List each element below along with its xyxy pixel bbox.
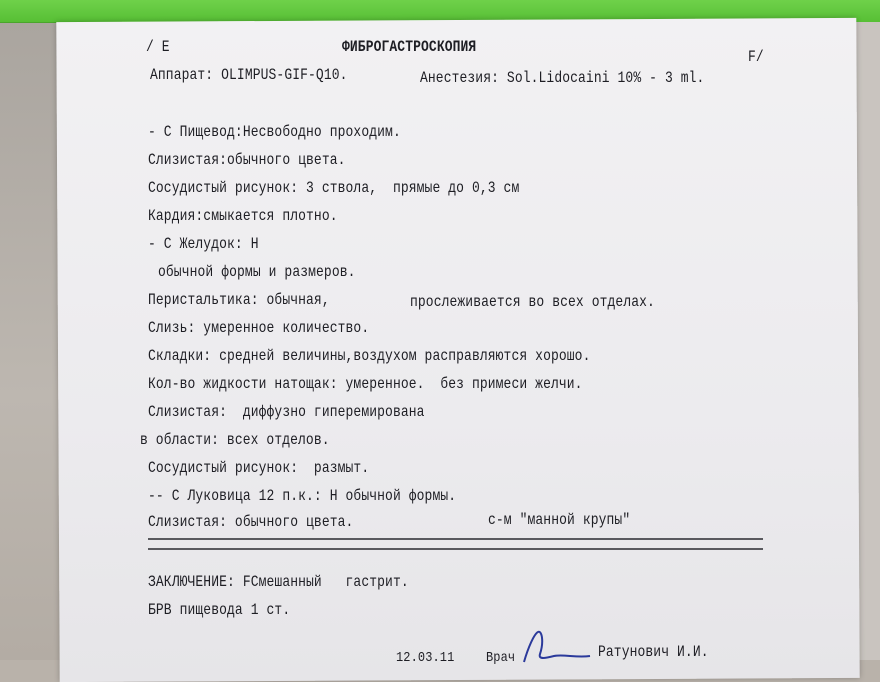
esophagus-line-1: - С Пищевод:Heсвободно проходим.	[148, 123, 401, 141]
duodenum-line-1: -- С Луковица 12 п.к.: Н обычной формы.	[148, 487, 457, 505]
doctor-name: Ратунович И.И.	[598, 643, 709, 661]
stomach-peristalsis-cont: прослеживается во всех отделах.	[410, 293, 655, 311]
stomach-peristalsis: Перистальтика: обычная,	[148, 291, 330, 309]
report-title: ФИБРОГАСТРОСКОПИЯ	[342, 38, 477, 56]
anesthesia-line: Анестезия: Sol.Lidocaini 10% - 3 ml.	[420, 69, 705, 87]
stomach-line-1: - С Желудок: Н	[148, 235, 259, 253]
esophagus-line-4: Кардия:смыкается плотно.	[148, 207, 338, 225]
header-right-mark: F/	[748, 48, 764, 66]
conclusion-line-2: БРВ пищевода 1 ст.	[148, 601, 291, 619]
stomach-line-4: Слизь: умеренное количество.	[148, 319, 370, 337]
stomach-line-9: Сосудистый рисунок: размыт.	[148, 459, 370, 477]
separator-line	[148, 538, 763, 550]
duodenum-line-2: Слизистая: обычного цвета.	[148, 513, 354, 531]
signature-date: 12.03.11	[396, 649, 455, 666]
duodenum-semolina-sign: с-м "манной крупы"	[488, 511, 631, 529]
stomach-line-8: в области: всех отделов.	[140, 431, 330, 449]
esophagus-line-2: Слизистая:обычного цвета.	[148, 151, 346, 169]
stomach-line-6: Кол-во жидкости натощак: умеренное. без примеси желчи.	[148, 375, 583, 393]
apparatus-line: Аппарат: OLIMPUS-GIF-Q10.	[150, 66, 348, 84]
esophagus-line-3: Сосудистый рисунок: 3 ствола, прямые до 0,3 см	[148, 179, 520, 197]
stomach-line-5: Складки: средней величины,воздухом расправляются хорошо.	[148, 347, 591, 365]
stomach-line-7: Слизистая: диффузно гиперемирована	[148, 403, 425, 421]
header-left-mark: / E	[146, 38, 170, 56]
handwritten-signature	[520, 628, 600, 668]
conclusion-line: ЗАКЛЮЧЕНИЕ: FСмешанный гастрит.	[148, 573, 409, 591]
stomach-line-2: обычной формы и размеров.	[158, 263, 356, 281]
signature-role: Врач	[486, 649, 516, 666]
